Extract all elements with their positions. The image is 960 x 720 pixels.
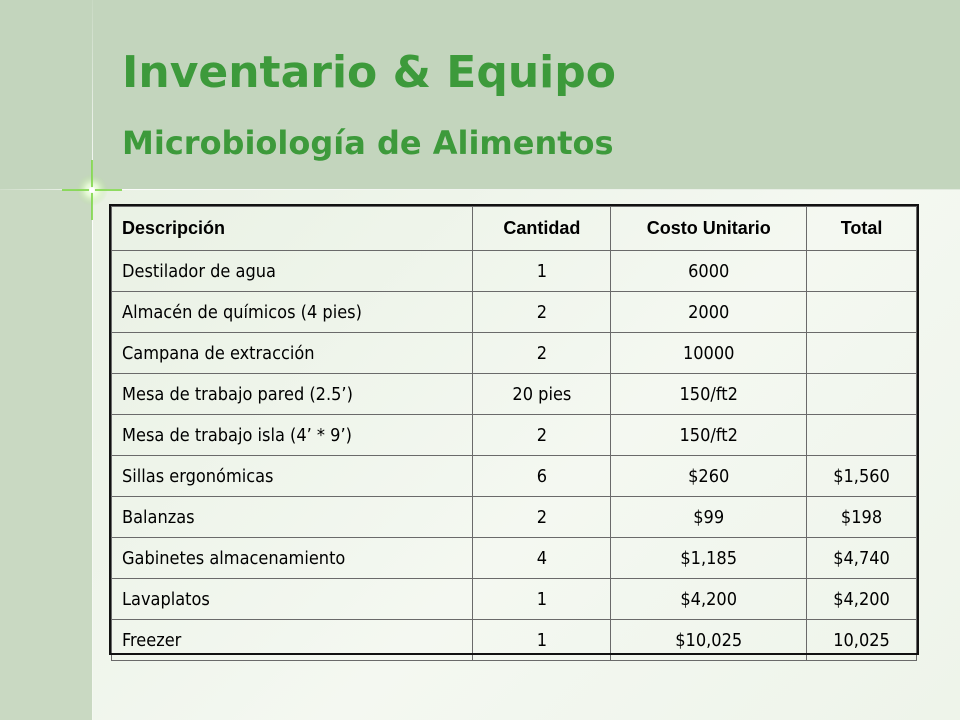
cell-descripcion: Almacén de químicos (4 pies) [112,292,473,333]
cell-descripcion: Sillas ergonómicas [112,456,473,497]
table-row [112,251,917,292]
cell-costo-unitario: $10,025 [611,620,807,661]
cell-total [807,333,917,374]
cell-cantidad: 1 [473,251,611,292]
table-row [112,620,917,661]
cell-costo-unitario: $99 [611,497,807,538]
cell-total: 10,025 [807,620,917,661]
table-row [112,456,917,497]
cell-cantidad: 4 [473,538,611,579]
table-row [112,333,917,374]
header-cantidad: Cantidad [473,207,611,251]
cell-cantidad: 2 [473,292,611,333]
cell-cantidad: 2 [473,333,611,374]
cell-descripcion: Campana de extracción [112,333,473,374]
table-row [112,538,917,579]
cell-costo-unitario: $4,200 [611,579,807,620]
cell-descripcion: Balanzas [112,497,473,538]
cell-costo-unitario: $260 [611,456,807,497]
cell-total: $4,740 [807,538,917,579]
cell-total: $198 [807,497,917,538]
cell-cantidad: 6 [473,456,611,497]
cell-cantidad: 1 [473,620,611,661]
cell-cantidad: 1 [473,579,611,620]
cell-cantidad: 2 [473,415,611,456]
left-band [0,190,92,720]
table-row [112,292,917,333]
cell-total: $4,200 [807,579,917,620]
cell-descripcion: Destilador de agua [112,251,473,292]
table-row [112,497,917,538]
cell-descripcion: Mesa de trabajo isla (4’ * 9’) [112,415,473,456]
cell-costo-unitario: 150/ft2 [611,374,807,415]
cell-total: $1,560 [807,456,917,497]
slide-title: Inventario & Equipo [122,47,616,98]
cell-descripcion: Lavaplatos [112,579,473,620]
cell-costo-unitario: 150/ft2 [611,415,807,456]
table-header-row [112,207,917,251]
cell-total [807,251,917,292]
vertical-divider-line [92,0,93,720]
cell-total [807,374,917,415]
cell-costo-unitario: 2000 [611,292,807,333]
cell-descripcion: Mesa de trabajo pared (2.5’) [112,374,473,415]
cell-total [807,292,917,333]
cell-descripcion: Freezer [112,620,473,661]
cell-cantidad: 20 pies [473,374,611,415]
horizontal-divider-line [0,189,960,190]
cell-descripcion: Gabinetes almacenamiento [112,538,473,579]
header-costo-unitario: Costo Unitario [611,207,807,251]
table-row [112,415,917,456]
cell-costo-unitario: $1,185 [611,538,807,579]
header-total: Total [807,207,917,251]
cell-costo-unitario: 10000 [611,333,807,374]
cell-cantidad: 2 [473,497,611,538]
table-row [112,579,917,620]
cell-costo-unitario: 6000 [611,251,807,292]
cell-total [807,415,917,456]
slide-subtitle: Microbiología de Alimentos [122,124,614,162]
header-descripcion: Descripción [112,207,473,251]
inventory-table [111,206,917,661]
table-row [112,374,917,415]
